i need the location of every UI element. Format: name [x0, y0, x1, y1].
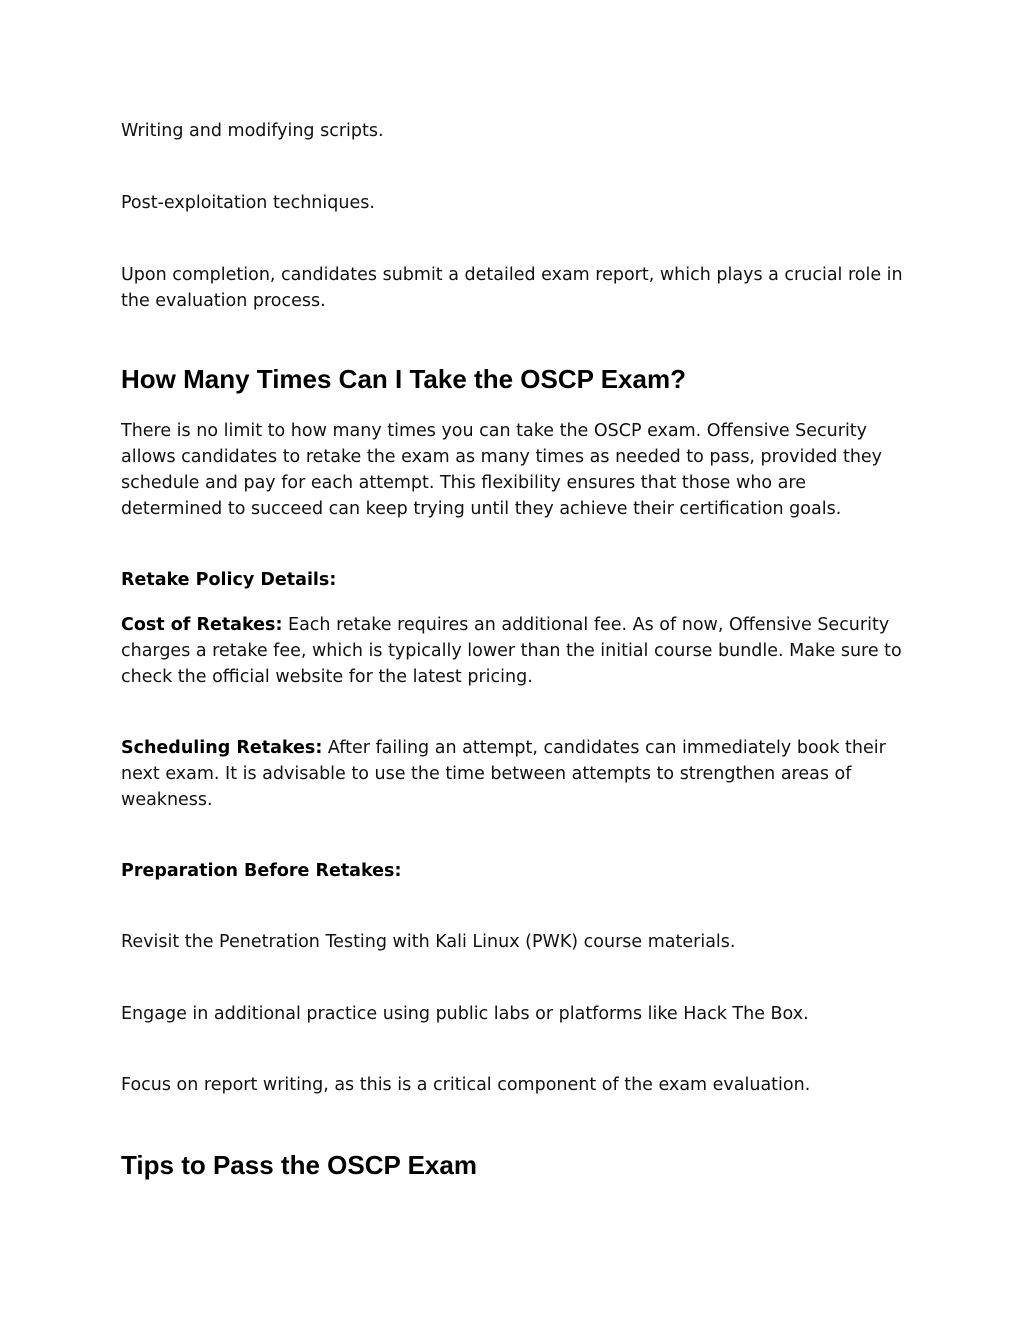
cost-of-retakes-text: Each retake requires an additional fee. As of now, Offensive Security charges a retake fee, which is typically lower than the initial course bundle. Make sure to check the official website for the latest pricing.: [121, 615, 902, 687]
completion-paragraph: Upon completion, candidates submit a detailed exam report, which plays a crucial role in the evaluation process.: [121, 265, 903, 311]
list-item-post-exploitation: Post-exploitation techniques.: [121, 193, 375, 213]
cost-of-retakes-label: Cost of Retakes:: [121, 615, 283, 635]
preparation-item-pwk: Revisit the Penetration Testing with Kali Linux (PWK) course materials.: [121, 932, 736, 952]
retake-intro-paragraph: There is no limit to how many times you can take the OSCP exam. Offensive Security allows candidates to retake the exam as many times as needed to pass, provided they schedule and pay for each attempt. This flexibility ensures that those who are determined to succeed can keep trying until they achieve their certification goals.: [121, 421, 883, 519]
scheduling-retakes-label: Scheduling Retakes:: [121, 738, 323, 758]
preparation-heading: Preparation Before Retakes:: [121, 861, 402, 881]
section-heading-retakes: How Many Times Can I Take the OSCP Exam?: [121, 364, 686, 394]
preparation-item-practice: Engage in additional practice using public labs or platforms like Hack The Box.: [121, 1004, 809, 1024]
scheduling-retakes-paragraph: [121, 735, 911, 813]
retake-policy-heading: Retake Policy Details:: [121, 570, 337, 590]
scheduling-retakes-text: After failing an attempt, candidates can immediately book their next exam. It is advisable to use the time between attempts to strengthen areas of weakness.: [121, 738, 886, 810]
preparation-item-report: Focus on report writing, as this is a critical component of the exam evaluation.: [121, 1075, 811, 1095]
cost-of-retakes-paragraph: [121, 612, 911, 690]
section-heading-tips: Tips to Pass the OSCP Exam: [121, 1150, 477, 1180]
list-item-scripts: Writing and modifying scripts.: [121, 121, 384, 141]
